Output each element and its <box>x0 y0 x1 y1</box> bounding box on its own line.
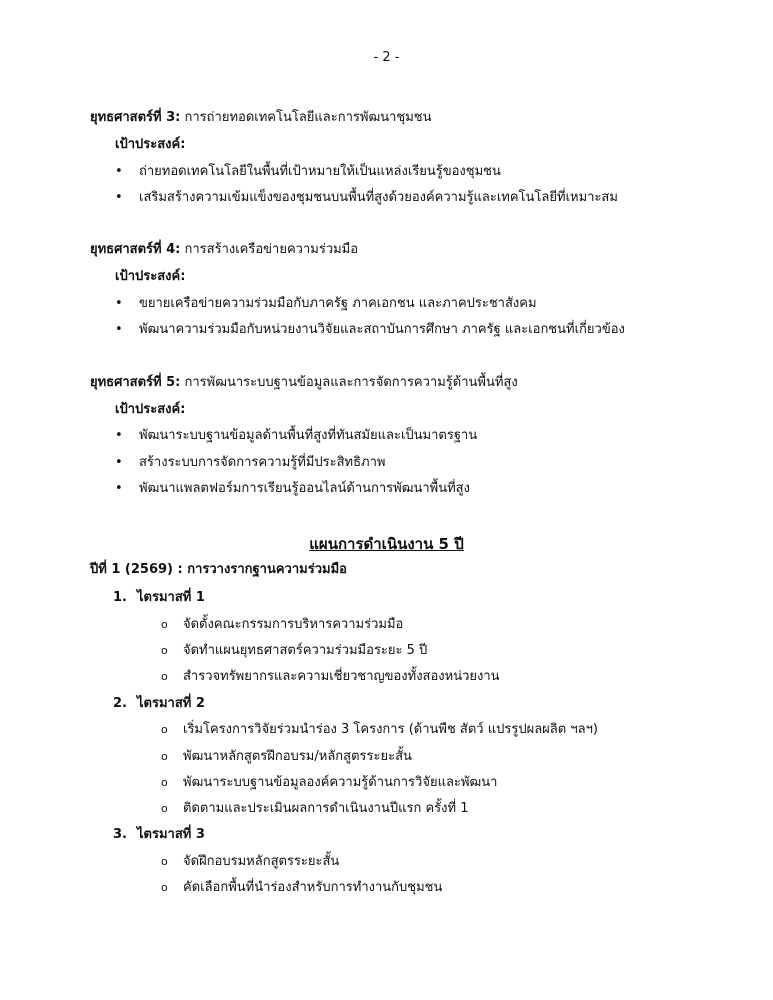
strategy-3-title: การถ่ายทอดเทคโนโลยีและการพัฒนาชุมชน <box>184 110 432 125</box>
quarter-1-item <box>161 639 427 660</box>
item-text: จัดตั้งคณะกรรมการบริหารความร่วมมือ <box>183 617 404 632</box>
bullet-icon: • <box>115 190 123 205</box>
quarter-number: 1. <box>113 590 127 605</box>
goal-text: พัฒนาความร่วมมือกับหน่วยงานวิจัยและสถาบันการศึกษา ภาครัฐ และเอกชนที่เกี่ยวข้อง <box>139 322 625 337</box>
item-text: พัฒนาหลักสูตรฝึกอบรม/หลักสูตรระยะสั้น <box>183 749 412 764</box>
circle-bullet-icon: o <box>161 618 168 631</box>
strategy-5-title: การพัฒนาระบบฐานข้อมูลและการจัดการความรู้ด้านพื้นที่สูง <box>184 375 518 390</box>
circle-bullet-icon: o <box>161 670 168 683</box>
strategy-4-goal-item <box>115 318 625 339</box>
circle-bullet-icon: o <box>161 855 168 868</box>
strategy-3-heading <box>90 106 432 127</box>
quarter-2-item <box>161 771 497 792</box>
goal-text: ขยายเครือข่ายความร่วมมือกับภาครัฐ ภาคเอกชน และภาคประชาสังคม <box>139 296 537 311</box>
strategy-5-goal-item <box>115 477 470 498</box>
bullet-icon: • <box>115 481 123 496</box>
item-text: ติดตามและประเมินผลการดำเนินงานปีแรก ครั้งที่ 1 <box>183 801 469 816</box>
circle-bullet-icon: o <box>161 750 168 763</box>
item-text: เริ่มโครงการวิจัยร่วมนำร่อง 3 โครงการ (ด้านพืช สัตว์ แปรรูปผลผลิต ฯลฯ) <box>183 722 598 737</box>
quarter-number: 2. <box>113 696 127 711</box>
strategy-4-label: ยุทธศาสตร์ที่ 4: <box>90 242 181 257</box>
strategy-5-goal-item <box>115 451 385 472</box>
quarter-2-item <box>161 745 412 766</box>
strategy-4-title: การสร้างเครือข่ายความร่วมมือ <box>184 242 359 257</box>
bullet-icon: • <box>115 455 123 470</box>
strategy-4-heading <box>90 238 358 259</box>
goal-text: เสริมสร้างความเข้มแข็งของชุมชนบนพื้นที่สูงด้วยองค์ความรู้และเทคโนโลยีที่เหมาะสม <box>139 190 618 205</box>
goal-text: ถ่ายทอดเทคโนโลยีในพื้นที่เป้าหมายให้เป็นแหล่งเรียนรู้ของชุมชน <box>139 164 501 179</box>
strategy-5-label: ยุทธศาสตร์ที่ 5: <box>90 375 181 390</box>
circle-bullet-icon: o <box>161 644 168 657</box>
strategy-4-goal-item <box>115 292 537 313</box>
strategy-3-label: ยุทธศาสตร์ที่ 3: <box>90 110 181 125</box>
goal-text: พัฒนาระบบฐานข้อมูลด้านพื้นที่สูงที่ทันสมัยและเป็นมาตรฐาน <box>139 428 478 443</box>
item-text: จัดฝึกอบรมหลักสูตรระยะสั้น <box>183 854 340 869</box>
circle-bullet-icon: o <box>161 723 168 736</box>
item-text: จัดทำแผนยุทธศาสตร์ความร่วมมือระยะ 5 ปี <box>183 643 428 658</box>
quarter-3-item <box>161 850 339 871</box>
quarter-3-heading <box>113 823 205 844</box>
quarter-2-heading <box>113 692 205 713</box>
quarter-2-item <box>161 718 598 739</box>
strategy-5-heading <box>90 371 518 392</box>
quarter-label: ไตรมาสที่ 1 <box>137 590 205 605</box>
strategy-5-goal-item <box>115 424 477 445</box>
bullet-icon: • <box>115 322 123 337</box>
strategy-5-goal-label: เป้าประสงค์: <box>115 402 186 417</box>
circle-bullet-icon: o <box>161 881 168 894</box>
strategy-3-goal-item <box>115 160 501 181</box>
circle-bullet-icon: o <box>161 776 168 789</box>
bullet-icon: • <box>115 428 123 443</box>
quarter-label: ไตรมาสที่ 3 <box>137 827 205 842</box>
item-text: คัดเลือกพื้นที่นำร่องสำหรับการทำงานกับชุมชน <box>183 880 443 895</box>
circle-bullet-icon: o <box>161 802 168 815</box>
item-text: สำรวจทรัพยากรและความเชี่ยวชาญของทั้งสองหน่วยงาน <box>183 669 500 684</box>
year-heading: ปีที่ 1 (2569) : การวางรากฐานความร่วมมือ <box>90 562 347 577</box>
quarter-3-item <box>161 876 442 897</box>
quarter-1-heading <box>113 586 205 607</box>
strategy-3-goal-label: เป้าประสงค์: <box>115 137 186 152</box>
plan-title: แผนการดำเนินงาน 5 ปี <box>309 535 464 553</box>
quarter-1-item <box>161 665 500 686</box>
strategy-3-goal-item <box>115 186 618 207</box>
quarter-2-item <box>161 797 469 818</box>
page-number: - 2 - <box>373 50 400 65</box>
strategy-4-goal-label: เป้าประสงค์: <box>115 269 186 284</box>
goal-text: สร้างระบบการจัดการความรู้ที่มีประสิทธิภาพ <box>139 455 386 470</box>
quarter-number: 3. <box>113 827 127 842</box>
item-text: พัฒนาระบบฐานข้อมูลองค์ความรู้ด้านการวิจัยและพัฒนา <box>183 775 498 790</box>
quarter-1-item <box>161 613 403 634</box>
quarter-label: ไตรมาสที่ 2 <box>137 696 205 711</box>
bullet-icon: • <box>115 296 123 311</box>
goal-text: พัฒนาแพลตฟอร์มการเรียนรู้ออนไลน์ด้านการพัฒนาพื้นที่สูง <box>139 481 470 496</box>
bullet-icon: • <box>115 164 123 179</box>
